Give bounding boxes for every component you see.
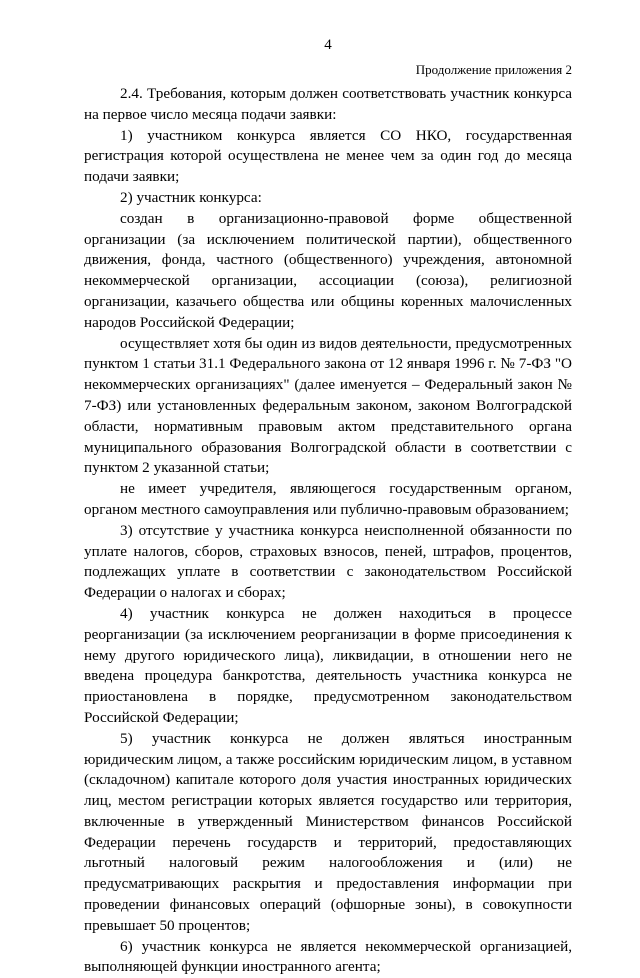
paragraph-item-3: 3) отсутствие у участника конкурса неисполненной обязанности по уплате налогов, сборов, страховых взносов, пеней, штрафов, процентов, подлежащих уплате в соответствии с законодательством Российской Федерации о налогах и сборах;: [84, 521, 572, 602]
paragraph-item-4: 4) участник конкурса не должен находиться в процессе реорганизации (за исключением реорганизации в форме присоединения к нему другого юридического лица), ликвидации, в отношении него не введена процедура банкротства, деятельность участника конкурса не приостановлена в порядке, предусмотренном законодательством Российской Федерации;: [84, 604, 572, 726]
paragraph-item-5: 5) участник конкурса не должен являться иностранным юридическим лицом, а также российским юридическим лицом, в уставном (складочном) капитале которого доля участия иностранных юридических лиц, местом регистрации которых является государство или территория, включенные в утвержденный Министерством финансов Российской Федерации перечень государств и территорий, предоставляющих льготный налоговый режим налогообложения и (или) не предусматривающих раскрытия и предоставления информации при проведении финансовых операций (офшорные зоны), в совокупности превышает 50 процентов;: [84, 729, 572, 934]
running-header: Продолжение приложения 2: [415, 62, 572, 77]
paragraph-item-1: 1) участником конкурса является СО НКО, государственная регистрация которой осуществлена не менее чем за один год до месяца подачи заявки;: [84, 126, 572, 186]
paragraph-item-2-activities: осуществляет хотя бы один из видов деятельности, предусмотренных пунктом 1 статьи 31.1 Федерального закона от 12 января 1996 г. № 7-ФЗ "О некоммерческих организациях" (далее именуется – Федеральный закон № 7-ФЗ) или установленных федеральным законом, законом Волгоградской области, нормативным правовым актом представительного органа муниципального образования Волгоградской области в соответствии с пунктом 2 указанной статьи;: [84, 334, 572, 477]
paragraph-item-2-legal-form: создан в организационно-правовой форме общественной организации (за исключением политической партии), общественного движения, фонда, частного (общественного) учреждения, автономной некоммерческой организации, ассоциации (союза), религиозной организации, казачьего общества или общины коренных малочисленных народов Российской Федерации;: [84, 209, 572, 331]
paragraph-item-2: 2) участник конкурса:: [120, 188, 262, 206]
paragraph-item-2-founder: не имеет учредителя, являющегося государственным органом, органом местного самоуправления или публично-правовым образованием;: [84, 480, 572, 518]
paragraph-2-4-intro: 2.4. Требования, которым должен соответствовать участник конкурса на первое число месяца подачи заявки:: [84, 85, 572, 123]
document-page: [84, 36, 572, 978]
paragraph-item-6: 6) участник конкурса не является некоммерческой организацией, выполняющей функции иностранного агента;: [84, 937, 572, 976]
page-number: 4: [324, 37, 332, 53]
